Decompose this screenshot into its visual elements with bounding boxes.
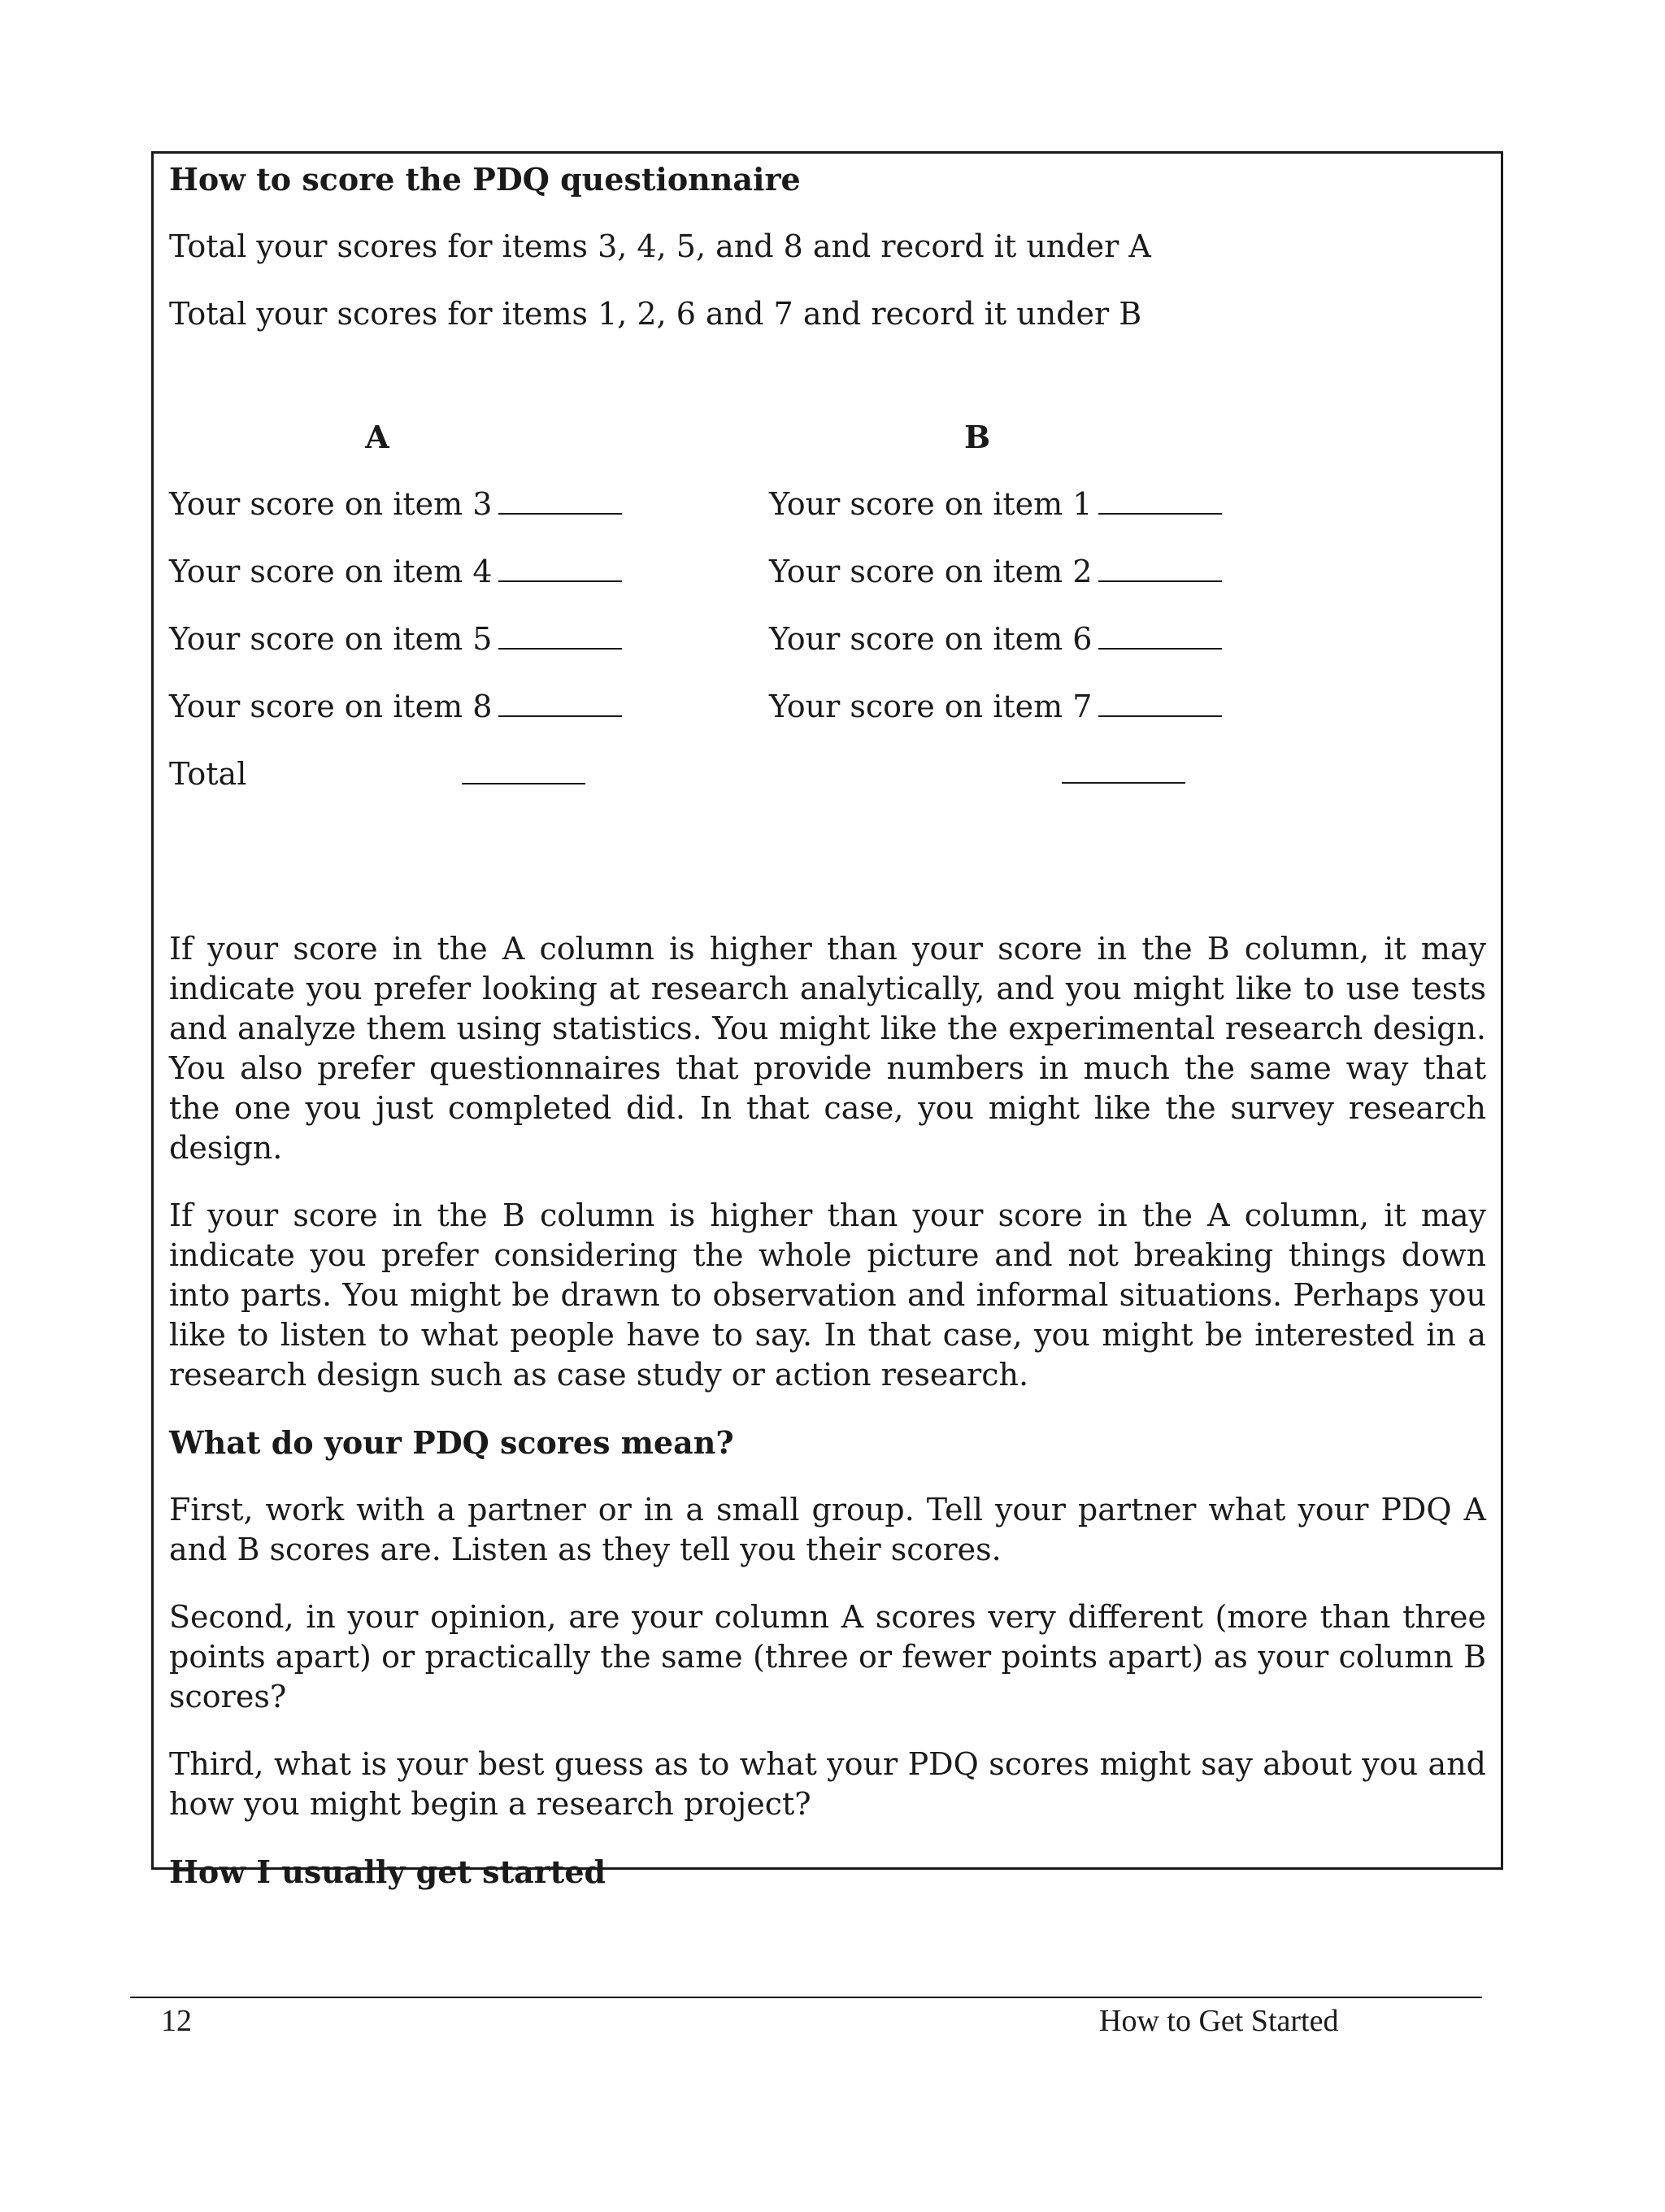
footer-rule xyxy=(130,1997,1482,1998)
score-blank[interactable] xyxy=(498,688,622,717)
column-a xyxy=(169,417,624,822)
score-label: Your score on item 5 xyxy=(169,621,493,657)
score-row xyxy=(169,485,624,524)
total-blank-b[interactable] xyxy=(1062,754,1185,784)
score-blank[interactable] xyxy=(498,620,622,650)
total-label: Total xyxy=(169,756,247,792)
scoring-content xyxy=(169,159,1486,1919)
column-a-header: A xyxy=(365,419,389,455)
score-row xyxy=(169,619,624,659)
started-heading: How I usually get started xyxy=(169,1853,606,1890)
score-blank[interactable] xyxy=(498,485,622,515)
total-blank-a[interactable] xyxy=(462,755,585,784)
score-row xyxy=(169,687,624,727)
score-row xyxy=(169,552,624,592)
meaning-heading: What do your PDQ scores mean? xyxy=(169,1424,734,1461)
score-label: Your score on item 7 xyxy=(769,689,1093,724)
step-second: Second, in your opinion, are your column A scores very different (more than three points apart) or practically the same (three or fewer points apart) as your column B scores? xyxy=(169,1599,1486,1714)
score-row xyxy=(769,687,1224,727)
column-b xyxy=(769,417,1224,822)
total-row-b xyxy=(769,754,1224,794)
score-blank[interactable] xyxy=(1098,688,1222,717)
score-row xyxy=(769,552,1224,592)
total-row-a xyxy=(169,754,624,794)
score-row xyxy=(769,619,1224,659)
score-label: Your score on item 1 xyxy=(769,486,1093,522)
score-label: Your score on item 3 xyxy=(169,486,493,522)
score-heading: How to score the PDQ questionnaire xyxy=(169,161,801,198)
score-blank[interactable] xyxy=(1098,553,1222,582)
step-first: First, work with a partner or in a small group. Tell your partner what your PDQ A and B scores are. Listen as they tell you their scores. xyxy=(169,1492,1486,1567)
step-third: Third, what is your best guess as to what your PDQ scores might say about you and how you might begin a research project? xyxy=(169,1746,1486,1822)
score-blank[interactable] xyxy=(498,553,622,582)
score-row xyxy=(769,485,1224,524)
score-label: Your score on item 8 xyxy=(169,689,493,724)
score-label: Your score on item 6 xyxy=(769,621,1093,657)
running-head: How to Get Started xyxy=(1099,2004,1339,2038)
score-blank[interactable] xyxy=(1098,485,1222,515)
score-columns xyxy=(169,417,1486,840)
a-higher-paragraph: If your score in the A column is higher than your score in the B column, it may indicate you prefer looking at research analytically, and you might like to use tests and analyze them using statistics. You might like the experimental research design. You also prefer questionnaires that provide numbers in much the same way that the one you just completed did. In that case, you might like the survey research design. xyxy=(169,931,1486,1166)
score-label: Your score on item 2 xyxy=(769,554,1093,589)
instruction-a: Total your scores for items 3, 4, 5, and 8 and record it under A xyxy=(169,228,1151,264)
page-number: 12 xyxy=(161,2004,192,2038)
b-higher-paragraph: If your score in the B column is higher than your score in the A column, it may indicate you prefer considering the whole picture and not breaking things down into parts. You might be drawn to observation and informal situations. Perhaps you like to listen to what people have to say. In that case, you might be interested in a research design such as case study or action research. xyxy=(169,1197,1486,1393)
column-b-header: B xyxy=(963,419,991,455)
score-label: Your score on item 4 xyxy=(169,554,493,589)
score-blank[interactable] xyxy=(1098,620,1222,650)
instruction-b: Total your scores for items 1, 2, 6 and 7 and record it under B xyxy=(169,296,1142,332)
